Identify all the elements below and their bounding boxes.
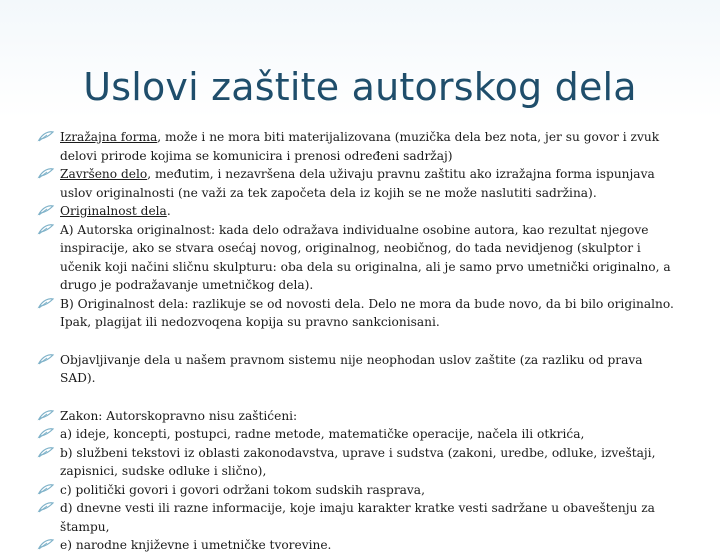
- slide-title: Uslovi zaštite autorskog dela: [83, 65, 637, 109]
- item-lead: Izražajna forma: [60, 130, 158, 144]
- bullet-item: [38, 407, 678, 426]
- bullet-item: [38, 295, 678, 332]
- bullet-item: [38, 536, 678, 555]
- item-text: , može i ne mora biti materijalizovana (muzička dela bez nota, jer su govor i zvuk delovi prirode kojima se komunicira i prenosi određeni sadržaj): [60, 130, 660, 163]
- feather-bullet-icon: [38, 354, 54, 365]
- feather-bullet-icon: [38, 428, 54, 439]
- item-text: d) dnevne vesti ili razne informacije, koje imaju karakter kratke vesti sadržane u obaveštenju za štampu,: [60, 501, 655, 534]
- feather-bullet-icon: [38, 539, 54, 550]
- bullet-item: [38, 221, 678, 295]
- feather-bullet-icon: [38, 224, 54, 235]
- item-text: , međutim, i nezavršena dela uživaju pravnu zaštitu ako izražajna forma ispunjava uslov originalnosti (ne važi za tek započeta dela iz kojih se ne može naslutiti sadržina).: [60, 167, 655, 200]
- bullet-item: [38, 425, 678, 444]
- item-text: e) narodne književne i umetničke tvorevine.: [60, 538, 332, 552]
- feather-bullet-icon: [38, 298, 54, 309]
- feather-bullet-icon: [38, 447, 54, 458]
- item-text: .: [166, 204, 171, 218]
- item-text: B) Originalnost dela: razlikuje se od novosti dela. Delo ne mora da bude novo, da bi bilo originalno. Ipak, plagijat ili nedozvoqena kopija su pravno sankcionisani.: [60, 296, 674, 329]
- item-text: Objavljivanje dela u našem pravnom sistemu nije neophodan uslov zaštite (za razliku od prava SAD).: [60, 352, 643, 385]
- item-lead: Originalnost dela: [60, 204, 167, 218]
- feather-bullet-icon: [38, 410, 54, 421]
- item-text: c) politički govori i govori održani tokom sudskih rasprava,: [60, 482, 425, 497]
- bullet-item: [38, 202, 678, 221]
- spacer: [38, 332, 678, 351]
- bullet-item: [38, 128, 678, 165]
- item-lead: Završeno delo: [60, 167, 148, 181]
- bullet-item: [38, 165, 678, 202]
- bullet-item: [38, 481, 678, 500]
- feather-bullet-icon: [38, 131, 54, 142]
- bullet-item: [38, 444, 678, 481]
- bullet-item: [38, 351, 678, 388]
- feather-bullet-icon: [38, 484, 54, 495]
- item-text: a) ideje, koncepti, postupci, radne metode, matematičke operacije, načela ili otkrića,: [60, 427, 585, 441]
- item-text: A) Autorska originalnost: kada delo odražava individualne osobine autora, kao rezultat njegove inspiracije, ako se stvara osećaj novog, originalnog, neobičnog, do tada nevidjenog (skulptor i učenik koji načini sličnu skulpturu: oba dela su originalna, ali je samo prvo umetnički originalno, a drugo je podražavanje umetničkog dela).: [60, 222, 671, 292]
- bullet-item: [38, 499, 678, 536]
- item-text: Zakon: Autorskopravno nisu zaštićeni:: [60, 408, 298, 423]
- spacer: [38, 388, 678, 407]
- slide-body: [38, 128, 678, 555]
- feather-bullet-icon: [38, 502, 54, 513]
- feather-bullet-icon: [38, 168, 54, 179]
- item-text: b) službeni tekstovi iz oblasti zakonodavstva, uprave i sudstva (zakoni, uredbe, odluke, izveštaji, zapisnici, sudske odluke i slično),: [60, 445, 656, 478]
- feather-bullet-icon: [38, 205, 54, 216]
